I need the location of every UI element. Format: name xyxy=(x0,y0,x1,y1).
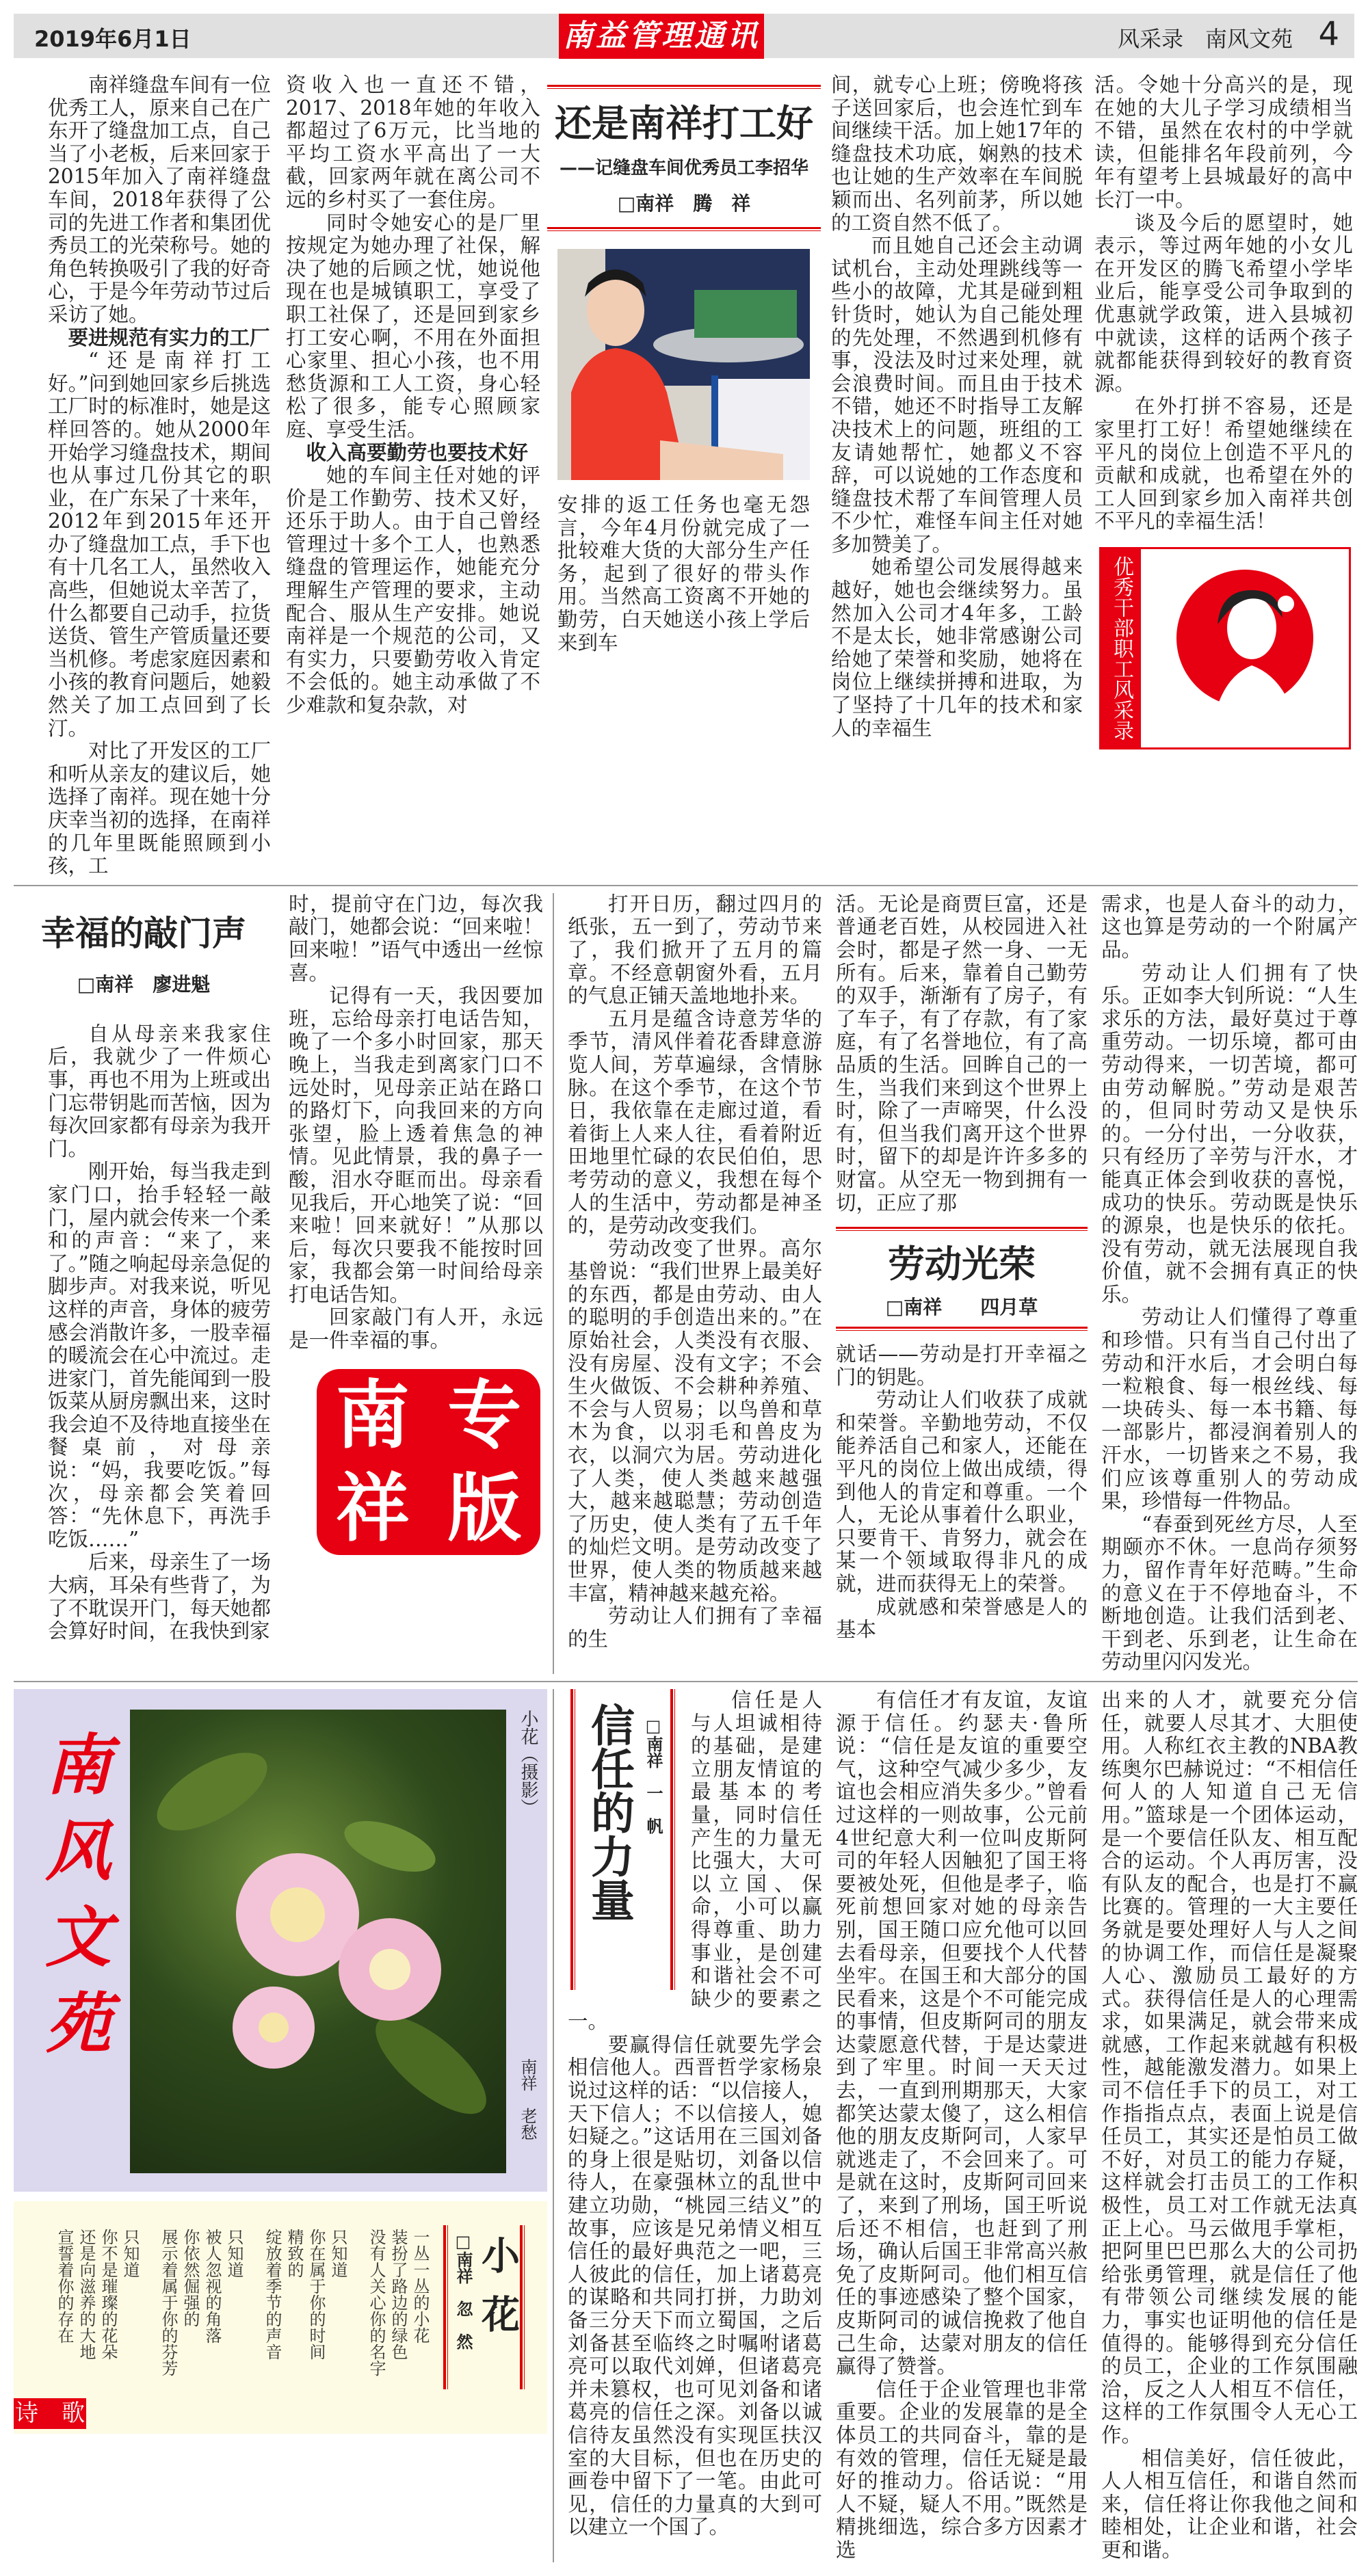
column-name-calligraphy: 南风文苑 xyxy=(35,1729,112,2075)
article3-title: 劳动光荣 xyxy=(888,1242,1036,1286)
paragraph: 她希望公司发展得越来越好，她也会继续努力。虽然加入公司才4年多，工龄不是太长，她非常感谢公司给她了荣誉和奖励，她将在岗位上继续拼搏和进取，为了坚持了十几年的技术和家人的幸福生 xyxy=(831,555,1083,740)
paragraph: 劳动让人们拥有了快乐。正如李大钊所说：“人生求乐的方法，最好莫过于尊重劳动。一切乐境，都可由劳动得来，一切苦境，都可由劳动解脱。”劳动是艰苦的，但同时劳动又是快乐的。一分付出，一分收获，只有经历了辛劳与汗水，才能真正体会到收获的喜悦，成功的快乐。劳动既是快乐的源泉，也是快乐的依托。没有劳动，就无法展现自我价值，就不会拥有真正的快乐。 xyxy=(1101,961,1358,1306)
article1-title-block xyxy=(547,74,821,654)
paragraph: 自从母亲来我家住后，我就少了一件烦心事，再也不用为上班或出门忘带钥匙而苦恼，因为每次回家都有母亲为我开门。 xyxy=(48,1022,271,1160)
poem-line: 你依然倔强的 xyxy=(181,2228,200,2327)
paragraph: 有信任才有友谊，友谊源于信任。约瑟夫·鲁所说：“信任是友谊的重要空气，这种空气减少多少，友谊也会相应消失多少。”曾看过这样的一则故事，公元前4世纪意大利一位叫皮斯阿司的年轻人因触犯了国王将要被处死，但他是孝子，临死前想回家对她的母亲告别，国王随口应允他可以回去看母亲，但要找个人代替坐牢。在国王和大部分的国民看来，这是个不可能完成的事情，但皮斯阿司的朋友达蒙愿意代替，于是达蒙进到了牢里。时间一天天过去，一直到刑期那天，大家都笑达蒙太傻了，这么相信他的朋友皮斯阿司，人家早就逃走了，不会回来了。可是就在这时，皮斯阿司回来了，来到了刑场，国王听说后还不相信，也赶到了刑场，确认后国王非常高兴赦免了皮斯阿司。他们相互信任的事迹感染了整个国家，皮斯阿司的诚信挽救了他自己生命，达蒙对朋友的信任赢得了赞誉。 xyxy=(836,1688,1088,2378)
poem-line: 一丛一丛的小花 xyxy=(410,2228,430,2343)
poem-line: 被人忽视的角落 xyxy=(202,2228,222,2343)
article1-subtitle: ——记缝盘车间优秀员工李招华 xyxy=(559,158,808,178)
article1-title: 还是南祥打工好 xyxy=(555,101,813,145)
paragraph: 信任于企业管理也非常重要。企业的发展靠的是全体员工的共同奋斗，靠的是有效的管理，信任无疑是最好的推动力。俗话说：“用人不疑，疑人不用。”既然是精挑细选，综合多方因素才选 xyxy=(836,2377,1088,2562)
poem-byline: □南祥 忽 然 xyxy=(453,2231,473,2350)
article2-right xyxy=(289,893,543,1555)
column-badge-label: 优秀干部职工风采录 xyxy=(1101,549,1141,747)
article2-byline: □南祥 廖进魁 xyxy=(77,972,211,996)
article1-column-4 xyxy=(831,74,1083,740)
paragraph: 相信美好，信任彼此，人人相互信任，和谐自然而来，信任将让你我他之间和睦相处，让企业和谐，社会更和谐。 xyxy=(1101,2446,1358,2562)
paragraph: 劳动让人们收获了成就和荣誉。辛勤地劳动，不仅能养活自己和家人，还能在平凡的岗位上做出成绩，得到他人的肯定和尊重。一个人，无论从事着什么职业，只要肯干、肯努力，就会在某一个领域取得非凡的成就，进而获得无上的荣誉。 xyxy=(836,1388,1088,1596)
paragraph: 在外打拼不容易，还是家里打工好！希望她继续在平凡的岗位上创造不平凡的贡献和成就，也希望在外的工人回到家乡加入南祥共创不平凡的幸福生活！ xyxy=(1094,395,1353,533)
poem-line: 宣誓着你的存在 xyxy=(55,2228,74,2343)
article3-column-3 xyxy=(1101,893,1358,1674)
paragraph: 记得有一天，我因要加班，忘给母亲打电话告知，晚了一个多小时回家，那天晚上，当我走到离家门口不远处时，见母亲正站在路口的路灯下，向我回来的方向张望，脸上透着焦急的神情。见此情景，我的鼻子一酸，泪水夺眶而出。母亲看见我后，开心地笑了说：“回来啦！回来就好！”从那以后，每次只要我不能按时回家，我都会第一时间给母亲打电话告知。 xyxy=(289,984,543,1306)
section-divider xyxy=(14,1681,1358,1682)
paragraph: 时，提前守在门边，每次我敲门，她都会说：“回来啦！回来啦！”语气中透出一丝惊喜。 xyxy=(289,892,543,985)
poem-line: 只知道 xyxy=(120,2228,140,2278)
poem-section xyxy=(14,2201,547,2434)
paragraph: 就话——劳动是打开幸福之门的钥匙。 xyxy=(836,1342,1088,1389)
article4-column-2 xyxy=(836,1689,1088,2562)
article4-column-3 xyxy=(1101,1689,1358,2562)
poem-line: 你在属于你的时间 xyxy=(306,2228,326,2360)
divider-line xyxy=(670,1689,675,1990)
paragraph: 劳动让人们拥有了幸福的生 xyxy=(568,1604,822,1651)
poem-body xyxy=(41,2229,431,2389)
poem-line: 只知道 xyxy=(224,2228,244,2278)
article2-column-1 xyxy=(48,1023,271,1643)
paragraph: “还是南祥打工好。”问到她回家乡后挑选工厂时的标准时，她是这样回答的。她从2000年开始学习缝盘技术，期间也从事过几份其它的职业，在广东呆了十来年，2012年到2015年还开办了缝盘加工点，手下也有十几名工人，虽然收入高些，但她说太辛苦了，什么都要自己动手，拉货送货、管生产管质量还要当机修。考虑家庭因素和小孩的教育问题后，她毅然关了加工点回到了长汀。 xyxy=(48,349,271,740)
article1-byline: □南祥 腾 祥 xyxy=(617,192,751,215)
special-edition-badge xyxy=(317,1369,540,1555)
article4-title: 信任的力量 xyxy=(583,1702,635,1922)
paragraph: 刚开始，每当我走到家门口，抬手轻轻一敲门，屋内就会传来一个柔和的声音：“来了，来了。”随之响起母亲急促的脚步声。对我来说，听见这样的声音，身体的疲劳感会消散许多，一股幸福的暖流会在心中流过。走进家门，首先能闻到一股饭菜从厨房飘出来，这时我会迫不及待地直接坐在餐桌前，对母亲说：“妈，我要吃饭。”每次，母亲都会笑着回答：“先休息下，再洗手吃饭……” xyxy=(48,1160,271,1551)
divider-line xyxy=(836,1327,1088,1331)
article4 xyxy=(553,1689,1358,2562)
section-names: 风采录 南风文苑 xyxy=(1117,26,1293,52)
badge-char: 版 xyxy=(447,1465,522,1552)
poem-line: 展示着属于你的芬芳 xyxy=(159,2228,178,2376)
article3-column-1 xyxy=(568,893,822,1651)
poetry-label: 诗 歌 xyxy=(14,2398,86,2429)
paragraph: 活。令她十分高兴的是，现在她的大儿子学习成绩相当不错，虽然在农村的中学就读，但能排名年段前列，今年有望考上县城最好的高中长汀一中。 xyxy=(1094,73,1353,211)
article1 xyxy=(0,74,1368,878)
article4-column-1 xyxy=(568,1689,822,2539)
paragraph: 对比了开发区的工厂和听从亲友的建议后，她选择了南祥。现在她十分庆幸当初的选择，在南祥的几年里既能照顾到小孩，工 xyxy=(48,739,271,878)
poem-line: 精致的 xyxy=(285,2228,304,2278)
bottom-left xyxy=(0,1689,553,2434)
article3 xyxy=(553,893,1358,1674)
poem-line: 还是向滋养的大地 xyxy=(77,2228,96,2360)
divider-line xyxy=(547,85,821,89)
paragraph: 后来，母亲生了一场大病，耳朵有些背了，为了不耽误开门，每天她都会算好时间，在我快到家 xyxy=(48,1550,271,1643)
article1-column-3 xyxy=(557,494,810,654)
article4-byline: □南祥 一 帆 xyxy=(644,1716,663,1834)
divider-line xyxy=(547,227,821,231)
bottom-section xyxy=(0,1689,1368,2576)
masthead-logo: 南益管理通讯 xyxy=(559,14,764,59)
issue-date: 2019年6月1日 xyxy=(34,26,192,52)
paragraph: 劳动让人们懂得了尊重和珍惜。只有当自己付出了劳动和汗水后，才会明白每一粒粮食、每一根丝线、每一块砖头、每一本书籍、每一部影片，都浸润着别人的汗水，一切皆来之不易，我们应该尊重别人的劳动成果，珍惜每一件物品。 xyxy=(1101,1305,1358,1513)
paragraph: 资收入也一直还不错，2017、2018年她的年收入都超过了6万元，比当地的平均工资水平高出了一大截，回家两年就在离公司不远的乡村买了一套住房。 xyxy=(286,73,540,211)
badge-char: 祥 xyxy=(335,1465,410,1552)
paragraph: 回家敲门有人开，永远是一件幸福的事。 xyxy=(289,1305,543,1353)
paragraph: 谈及今后的愿望时，她表示，等过两年她的小女儿在开发区的腾飞希望小学毕业后，能享受公司争取到的优惠就学政策，进入县城初中就读，这样的话两个孩子就都能获得到较好的教育资源。 xyxy=(1094,211,1353,395)
article1-column-1 xyxy=(48,74,271,878)
paragraph: “春蚕到死丝方尽，人至期颐亦不休。一息尚存须努力，留作青年好范畴。”生命的意义在于不停地奋斗，不断地创造。让我们活到老、干到老、乐到老，让生命在劳动里闪闪发光。 xyxy=(1101,1512,1358,1674)
woman-illustration-icon xyxy=(1142,556,1349,745)
worker-photo xyxy=(557,249,810,480)
article3-column-2-top xyxy=(836,893,1088,1214)
paragraph: 需求，也是人奋斗的动力，这也算是劳动的一个附属产品。 xyxy=(1101,892,1358,961)
paragraph: 安排的返工任务也毫无怨言，今年4月份就完成了一批较难大货的大部分生产任务，起到了很好的带头作用。当然高工资离不开她的勤劳，白天她送小孩上学后来到车 xyxy=(557,493,810,654)
badge-char: 南 xyxy=(335,1372,410,1459)
paragraph: 五月是蕴含诗意芳华的季节，清风伴着花香肆意游览人间，芳草遍绿，含情脉脉。在这个季节，在这个节日，我依靠在走廊过道，看着街上人来人往，看着附近田地里忙碌的农民伯伯，思考劳动的意义，我想在每个人的生活中，劳动都是神圣的，是劳动改变我们。 xyxy=(568,1007,822,1238)
page-number: 4 xyxy=(1318,15,1339,53)
article2-title: 幸福的敲门声 xyxy=(41,912,246,953)
paragraph: 成就感和荣誉感是人的基本 xyxy=(836,1595,1088,1642)
photo-credit: 南祥 老愁 xyxy=(518,2058,537,2140)
middle-section xyxy=(0,893,1368,1674)
paragraph: 南祥缝盘车间有一位优秀工人，原来自己在广东开了缝盘加工点，自己当了小老板，后来回家于2015年加入了南祥缝盘车间，2018年获得了公司的先进工作者和集团优秀员工的光荣称号。她的角色转换吸引了我的好奇心，于是今年劳动节过后采访了她。 xyxy=(48,73,271,326)
paragraph: 而且她自己还会主动调试机台，主动处理跳线等一些小的故障，尤其是碰到粗针货时，她认为自己能处理的先处理，不然遇到机修有事，没法及时过来处理，就会浪费时间。而且由于技术不错，她还不时指导工友解决技术上的问题，班组的工友请她帮忙，她都义不容辞，可以说她的工作态度和缝盘技术帮了车间管理人员不少忙，难怪车间主任对她多加赞美了。 xyxy=(831,234,1083,556)
article1-column-2 xyxy=(286,74,540,717)
article2-left xyxy=(14,893,274,1643)
divider-line xyxy=(520,2225,525,2389)
divider-line xyxy=(570,1689,575,1990)
paragraph: 间，就专心上班；傍晚将孩子送回家后，也会连忙到车间继续干活。加上她17年的缝盘技术功底，娴熟的技术也让她的生产效率在车间脱颖而出、名列前茅，所以她的工资自然不低了。 xyxy=(831,73,1083,235)
article2 xyxy=(0,893,553,1643)
column-badge xyxy=(1099,547,1351,749)
article3-column-2-bottom xyxy=(836,1343,1088,1642)
poem-title: 小花 xyxy=(475,2235,521,2353)
badge-char: 专 xyxy=(447,1372,522,1459)
article2-column-2 xyxy=(289,893,543,1353)
paragraph: 出来的人才，就要充分信任，就要人尽其才、大胆使用。人称红衣主教的NBA教练奥尔巴赫说过：“不相信任何人的人知道自己无信用。”篮球是一个团体运动，是一个要信任队友、相互配合的运动。个人再厉害，没有队友的配合，也是打不赢比赛的。管理的一大主要任务就是要处理好人与人之间的协调工作，而信任是凝聚人心、激励员工最好的方式。获得信任是人的心理需求，如果满足，就会带来成就感，工作起来就越有积极性，越能激发潜力。如果上司不信任手下的员工，对工作指指点点，表面上说是信任员工，其实还是怕员工做不好，对员工的能力存疑，这样就会打击员工的工作积极性，员工对工作就无法真正上心。马云做甩手掌柜，把阿里巴巴那么大的公司扔给张勇管理，就是信任了他有带领公司继续发展的能力，事实也证明他的信任是值得的。能够得到充分信任的员工，企业的工作氛围融洽，反之人人相互不信任，这样的工作氛围令人无心工作。 xyxy=(1101,1688,1358,2447)
article3-column-2-wrap xyxy=(836,893,1088,1642)
article1-column-5 xyxy=(1094,74,1353,533)
article4-title-block xyxy=(568,1689,685,1993)
stanza-break xyxy=(349,2229,365,2389)
photo-section xyxy=(14,1689,547,2192)
flower-photo xyxy=(130,1710,506,2173)
poem-line: 绽放着季节的声音 xyxy=(263,2228,282,2360)
paragraph: 劳动改变了世界。高尔基曾说：“我们世界上最美好的东西，都是由劳动、由人的聪明的手创造出来的。”在原始社会，人类没有衣服、没有房屋、没有文字；不会生火做饭、不会耕种养殖、不会与人贸易；以鸟兽和草木为食，以羽毛和兽皮为衣，以洞穴为居。劳动进化了人类，使人类越来越强大，越来越聪慧；劳动创造了历史，使人类有了五千年的灿烂文明。是劳动改变了世界，使人类的物质越来越丰富，精神越来越充裕。 xyxy=(568,1236,822,1605)
paragraph: 她的车间主任对她的评价是工作勤劳、技术又好，还乐于助人。由于自己曾经管理过十多个工人，也熟悉缝盘的管理运作，她能充分理解生产管理的要求，主动配合、服从生产安排。她说南祥是一个规范的公司，又有实力，只要勤劳收入肯定不会低的。她主动承做了不少难款和复杂款，对 xyxy=(286,464,540,717)
page-header xyxy=(14,14,1354,58)
subheading: 收入高要勤劳也要技术好 xyxy=(306,440,529,464)
paragraph: 活。无论是商贾巨富，还是普通老百姓，从校园进入社会时，都是孑然一身、一无所有。后来，靠着自己勤劳的双手，渐渐有了房子，有了车子，有了存款，有了家庭，有了名誉地位，有了高品质的生活。回眸自己的一生，当我们来到这个世界上时，除了一声啼哭，什么没有，但当我们离开这个世界时，留下的却是许许多多的财富。从空无一物到拥有一切，正应了那 xyxy=(836,892,1088,1214)
divider-line xyxy=(836,1227,1088,1231)
poem-line: 没有人关心你的名字 xyxy=(367,2228,386,2376)
article3-byline: □南祥 四月草 xyxy=(885,1296,1038,1319)
subheading: 要进规范有实力的工厂 xyxy=(68,326,270,349)
stanza-break xyxy=(141,2229,157,2389)
paragraph: 要赢得信任就要先学会相信他人。西晋哲学家杨泉说过这样的话：“以信接人，天下信人；不以信接人，媳妇疑之。”这话用在三国刘备的身上很是贴切，刘备以信待人，在豪强林立的乱世中建立功勋，“桃园三结义”的故事，应该是兄弟情义相互信任的最好典范之一吧，三人彼此的信任，加上诸葛亮的谋略和共同打拼，力助刘备三分天下而立蜀国，之后刘备甚至临终之时嘱咐诸葛亮可以取代刘婵，但诸葛亮并未篡权，也可见刘备和诸葛亮的信任之深。刘备以诚信待友虽然没有实现匡扶汉室的大目标，但也在历史的画卷中留下了一笔。由此可见，信任的力量真的大到可以建立一个国了。 xyxy=(568,2032,822,2539)
section-divider xyxy=(14,885,1358,886)
poem-line: 装扮了路边的绿色 xyxy=(389,2228,408,2360)
divider-line xyxy=(443,2225,448,2389)
stanza-break xyxy=(245,2229,261,2389)
article1-column-5-wrap xyxy=(1094,74,1353,749)
poem-line: 只知道 xyxy=(328,2228,347,2278)
photo-caption: 小花（摄影） xyxy=(518,1709,538,1816)
paragraph: 打开日历，翻过四月的纸张，五一到了，劳动节来了，我们掀开了五月的篇章。不经意朝窗外看，五月的气息正铺天盖地地扑来。 xyxy=(568,892,822,1008)
poem-line: 你不是璀璨的花朵 xyxy=(98,2228,118,2360)
paragraph: 同时令她安心的是厂里按规定为她办理了社保，解决了她的后顾之忧，她说他现在也是城镇职工，享受了职工社保了，还是回到家乡打工安心啊，不用在外面担心家里、担心小孩，也不用愁货源和工人工资，身心轻松了很多，能专心照顾家庭、享受生活。 xyxy=(286,211,540,441)
paragraph: 信任是人与人坦诚相待的基础，是建立朋友情谊的最基本的考量，同时信任产生的力量无比强大，大可以立国、保命，小可以赢得尊重、助力事业，是创建和谐社会不可缺少的要素之一。 xyxy=(568,1688,822,2034)
